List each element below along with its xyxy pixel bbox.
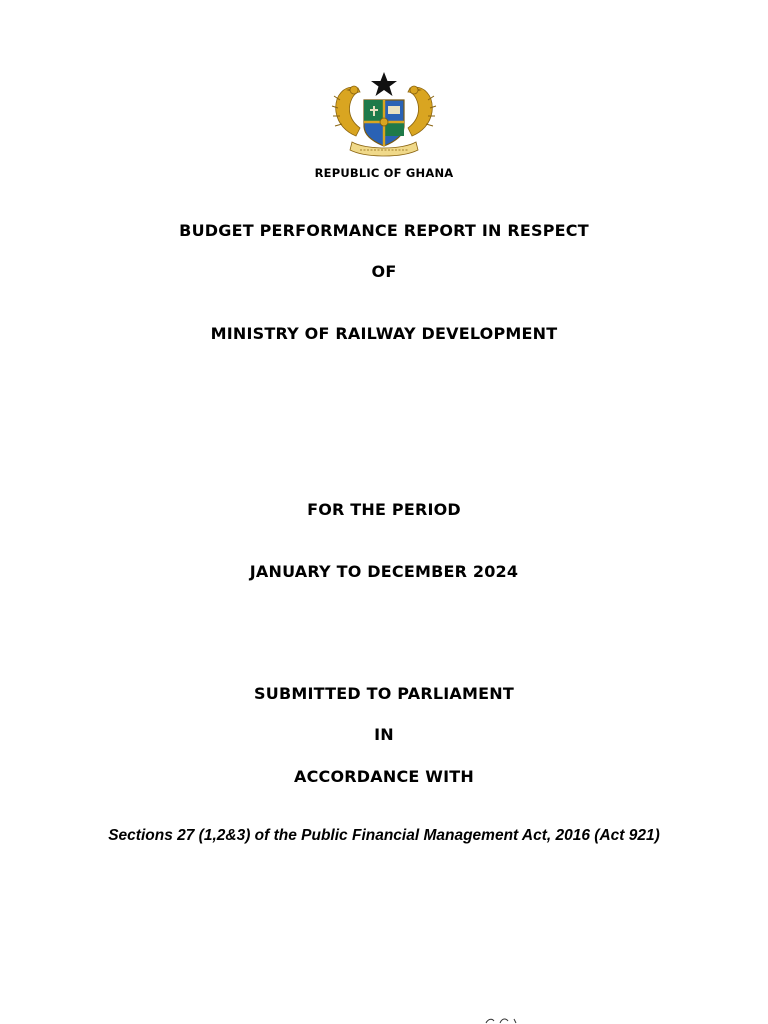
period-label: FOR THE PERIOD (307, 500, 461, 519)
left-eagle-icon (332, 86, 360, 136)
legal-reference: Sections 27 (1,2&3) of the Public Financial Management Act, 2016 (Act 921) (108, 827, 660, 844)
report-title-line-1: BUDGET PERFORMANCE REPORT IN RESPECT (179, 221, 589, 240)
ministry-name: MINISTRY OF RAILWAY DEVELOPMENT (210, 324, 558, 343)
shield-icon (364, 100, 404, 146)
report-title-line-2: OF (371, 262, 397, 281)
right-eagle-icon (408, 86, 436, 136)
star-icon (371, 72, 397, 96)
country-name: REPUBLIC OF GHANA (314, 166, 454, 180)
submission-line-2: IN (374, 725, 394, 744)
period-range: JANUARY TO DECEMBER 2024 (249, 562, 519, 581)
submission-line-1: SUBMITTED TO PARLIAMENT (254, 684, 514, 703)
page-edge-mark-icon (484, 1017, 520, 1024)
submission-line-3: ACCORDANCE WITH (294, 767, 474, 786)
ghana-coat-of-arms-icon (330, 70, 438, 158)
